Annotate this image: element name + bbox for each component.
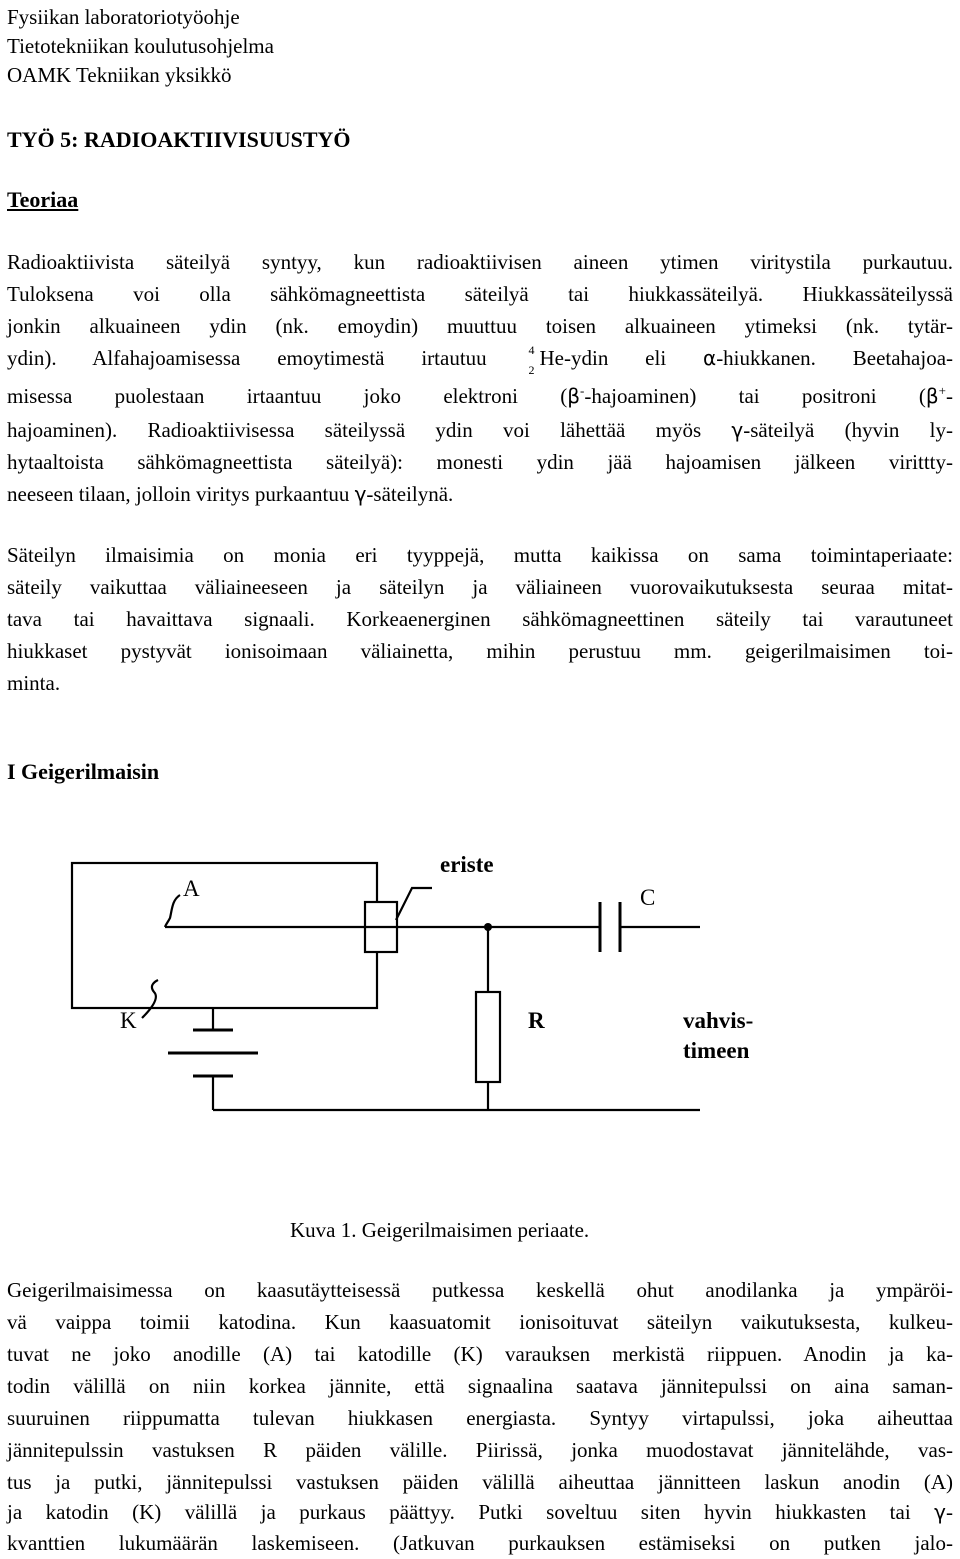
minus-superscript: - xyxy=(580,383,585,398)
cathode-leader xyxy=(142,980,158,1018)
resistor-r xyxy=(476,992,500,1082)
header-line-2: Tietotekniikan koulutusohjelma xyxy=(7,34,274,58)
plus-superscript: + xyxy=(938,383,946,398)
p1-line-4-text-d: -hiukkanen. Beetahajoa- xyxy=(716,346,954,370)
p3-line-6: jännitepulssin vastuksen R päiden välille. Piirissä, jonka muodostavat jännitelähde, vas- xyxy=(7,1438,953,1462)
label-insulator: eriste xyxy=(440,852,494,877)
gamma-symbol: γ xyxy=(934,1500,946,1524)
p1-line-4 xyxy=(7,343,954,377)
p3-line-8-dash: - xyxy=(946,1500,953,1524)
p2-line-1: Säteilyn ilmaisimia on monia eri tyyppejä, mutta kaikissa on sama toimintaperiaate: xyxy=(7,543,953,567)
gamma-symbol: γ xyxy=(354,482,367,506)
label-resistor: R xyxy=(528,1008,545,1033)
p3-line-2: vä vaippa toimii katodina. Kun kaasuatomit ionisoituvat säteilyn vaikutuksesta, kulkeu- xyxy=(7,1310,953,1334)
header-line-1: Fysiikan laboratoriotyöohje xyxy=(7,5,240,29)
p3-line-7: tus ja putki, jännitepulssi vastuksen päiden välillä aiheuttaa jännitteen laskun anodin (A) xyxy=(7,1470,953,1494)
section-heading-geiger: I Geigerilmaisin xyxy=(7,759,160,784)
p2-line-4: hiukkaset pystyvät ionisoimaan väliainetta, mihin perustuu mm. geigerilmaisimen toi- xyxy=(7,639,953,663)
p1-line-5 xyxy=(7,384,953,408)
page-title: TYÖ 5: RADIOAKTIIVISUUSTYÖ xyxy=(7,127,351,152)
p1-line-1: Radioaktiivista säteilyä syntyy, kun radioaktiivisen aineen ytimen viritystila purkautuu. xyxy=(7,250,953,274)
beta-plus-symbol: β xyxy=(925,384,939,408)
label-amplifier-2: timeen xyxy=(683,1038,750,1063)
beta-minus-symbol: β xyxy=(567,384,581,408)
alpha-symbol: α xyxy=(703,346,717,370)
p1-line-7: hytaaltoista sähkömagneettista säteilyä): monesti ydin jää hajoamisen jälkeen virittty- xyxy=(7,450,953,474)
label-anode: A xyxy=(183,876,200,901)
p2-line-5: minta. xyxy=(7,671,61,695)
anode-leader xyxy=(165,895,180,927)
p2-line-2: säteily vaikuttaa väliaineeseen ja säteilyn ja väliaineen vuorovaikutuksesta seuraa mitat- xyxy=(7,575,953,599)
p3-line-9: kvanttien lukumäärän laskemiseen. (Jatkuvan purkauksen estämiseksi on putken jalo- xyxy=(7,1531,953,1555)
p1-line-6-text-a: hajoaminen). Radioaktiivisessa säteilyssä ydin voi lähettää myös xyxy=(7,418,732,442)
p3-line-8 xyxy=(7,1500,953,1524)
mass-number: 4 xyxy=(528,343,535,357)
section-heading-theory: Teoriaa xyxy=(7,187,79,212)
figure-caption: Kuva 1. Geigerilmaisimen periaate. xyxy=(290,1218,590,1242)
gamma-symbol: γ xyxy=(731,418,744,442)
p1-line-8-text-b: -säteilynä. xyxy=(366,482,454,506)
atomic-number: 2 xyxy=(528,363,535,377)
p1-line-2: Tuloksena voi olla sähkömagneettista säteilyä tai hiukkassäteilyä. Hiukkassäteilyssä xyxy=(7,282,953,306)
helium-isotope-notation xyxy=(524,343,540,377)
p1-line-5-text-c: - xyxy=(945,384,953,408)
header-line-3: OAMK Tekniikan yksikkö xyxy=(7,63,232,87)
p1-line-6-text-b: -säteilyä (hyvin ly- xyxy=(743,418,953,442)
p2-line-3: tava tai havaittava signaali. Korkeaenerginen sähkömagneettinen säteily tai varautuneet xyxy=(7,607,953,631)
p1-line-5-text-a: misessa puolestaan irtaantuu joko elektroni ( xyxy=(7,384,568,408)
label-amplifier-1: vahvis- xyxy=(683,1008,754,1033)
junction-dot xyxy=(484,923,492,931)
p1-line-4-text-a: ydin). Alfahajoamisessa emoytimestä irtautuu xyxy=(7,346,487,370)
p3-line-5: suuruinen riippumatta tulevan hiukkasen energiasta. Syntyy virtapulssi, joka aiheuttaa xyxy=(7,1406,953,1430)
geiger-circuit-diagram xyxy=(0,820,960,1215)
label-cathode: K xyxy=(120,1008,137,1033)
p1-line-8 xyxy=(7,482,453,506)
p1-line-5-text-b: -hajoaminen) tai positroni ( xyxy=(584,384,926,408)
p3-line-4: todin välillä on niin korkea jännite, että signaalina saatava jännitepulssi on aina saman- xyxy=(7,1374,953,1398)
p1-line-4-text-c: -ydin eli xyxy=(564,346,667,370)
p3-line-3: tuvat ne joko anodille (A) tai katodille (K) varauksen merkistä riippuen. Anodin ja ka- xyxy=(7,1342,953,1366)
p3-line-1: Geigerilmaisimessa on kaasutäytteisessä putkessa keskellä ohut anodilanka ja ympäröi- xyxy=(7,1278,953,1302)
p1-line-6 xyxy=(7,418,953,442)
geiger-tube-cathode xyxy=(72,863,377,1008)
p1-line-8-text-a: neeseen tilaan, jolloin viritys purkaantuu xyxy=(7,482,355,506)
p3-line-8-text: ja katodin (K) välillä ja purkaus päättyy. Putki soveltuu siten hyvin hiukkasten tai xyxy=(7,1500,935,1524)
insulator-leader xyxy=(396,888,432,920)
p1-line-3: jonkin alkuaineen ydin (nk. emoydin) muuttuu toisen alkuaineen ytimeksi (nk. tytär- xyxy=(7,314,953,338)
helium-symbol: He xyxy=(539,346,564,370)
label-capacitor: C xyxy=(640,885,656,910)
